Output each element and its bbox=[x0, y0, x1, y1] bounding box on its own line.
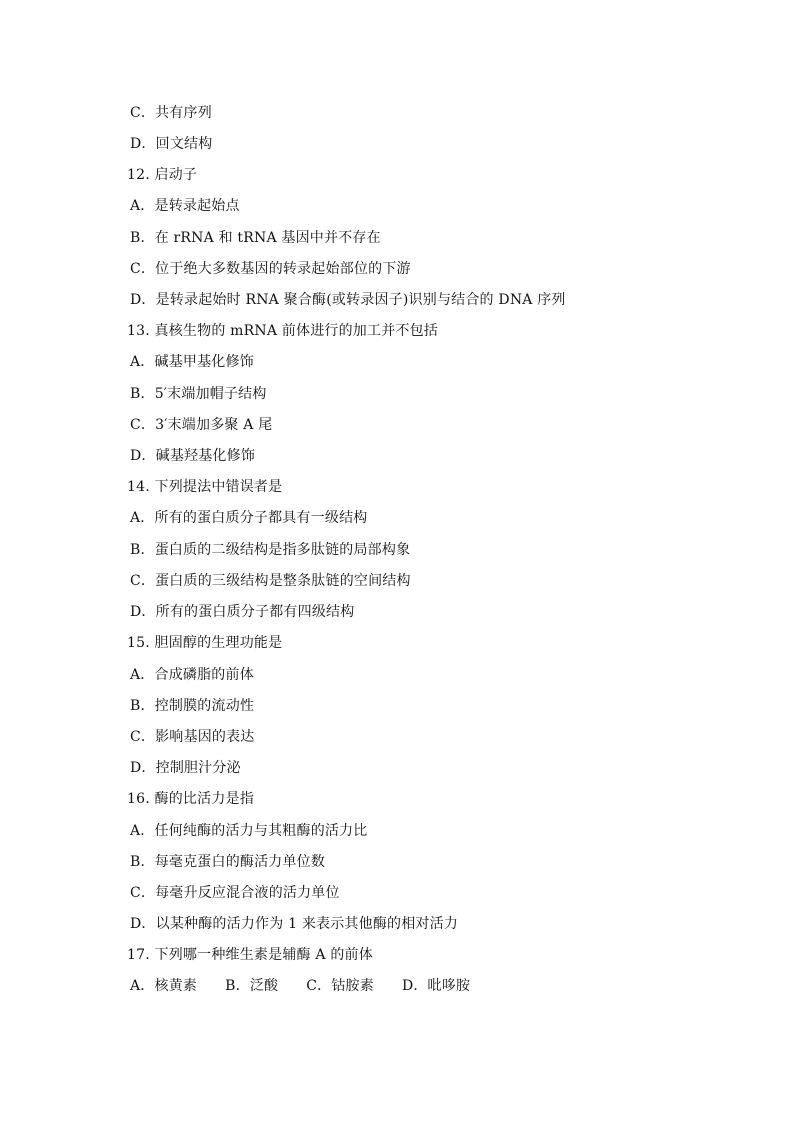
option-d-14: D．所有的蛋白质分子都有四级结构 bbox=[130, 604, 355, 620]
option-a-13: A．碱基甲基化修饰 bbox=[130, 354, 254, 370]
option-a-12: A．是转录起始点 bbox=[130, 198, 240, 214]
option-d-12: D．是转录起始时 RNA 聚合酶(或转录因子)识别与结合的 DNA 序列 bbox=[130, 292, 566, 308]
option-a-17: A．核黄素 bbox=[130, 978, 198, 994]
question-13: 13. 真核生物的 mRNA 前体进行的加工并不包括 bbox=[127, 323, 438, 339]
options-row-17 bbox=[130, 977, 470, 995]
option-b-17: B．泛酸 bbox=[225, 978, 279, 994]
question-15: 15. 胆固醇的生理功能是 bbox=[127, 635, 283, 651]
question-17: 17. 下列哪一种维生素是辅酶 A 的前体 bbox=[127, 947, 373, 963]
question-14: 14. 下列提法中错误者是 bbox=[127, 479, 283, 495]
option-b-12: B．在 rRNA 和 tRNA 基因中并不存在 bbox=[130, 230, 381, 246]
option-b-16: B．每毫克蛋白的酶活力单位数 bbox=[130, 854, 326, 870]
option-c-17: C．钴胺素 bbox=[306, 978, 374, 994]
option-d-16: D．以某种酶的活力作为 1 来表示其他酶的相对活力 bbox=[130, 916, 459, 932]
option-b-13: B．5′末端加帽子结构 bbox=[130, 386, 267, 402]
question-12: 12. 启动子 bbox=[127, 167, 198, 183]
option-b-15: B．控制膜的流动性 bbox=[130, 698, 255, 714]
option-c-16: C．每毫升反应混合液的活力单位 bbox=[130, 885, 340, 901]
option-a-15: A．合成磷脂的前体 bbox=[130, 667, 254, 683]
option-a-14: A．所有的蛋白质分子都具有一级结构 bbox=[130, 510, 368, 526]
option-c-12: C．位于绝大多数基因的转录起始部位的下游 bbox=[130, 261, 411, 277]
question-16: 16. 酶的比活力是指 bbox=[127, 791, 254, 807]
option-c-11: C．共有序列 bbox=[130, 105, 212, 121]
option-c-14: C．蛋白质的三级结构是整条肽链的空间结构 bbox=[130, 573, 411, 589]
option-d-13: D．碱基羟基化修饰 bbox=[130, 448, 256, 464]
option-d-15: D．控制胆汁分泌 bbox=[130, 760, 241, 776]
option-a-16: A．任何纯酶的活力与其粗酶的活力比 bbox=[130, 823, 368, 839]
option-b-14: B．蛋白质的二级结构是指多肽链的局部构象 bbox=[130, 542, 411, 558]
option-d-17: D．吡哆胺 bbox=[401, 978, 471, 994]
option-d-11: D．回文结构 bbox=[130, 136, 213, 152]
option-c-15: C．影响基因的表达 bbox=[130, 729, 255, 745]
option-c-13: C．3′末端加多聚 A 尾 bbox=[130, 417, 273, 433]
